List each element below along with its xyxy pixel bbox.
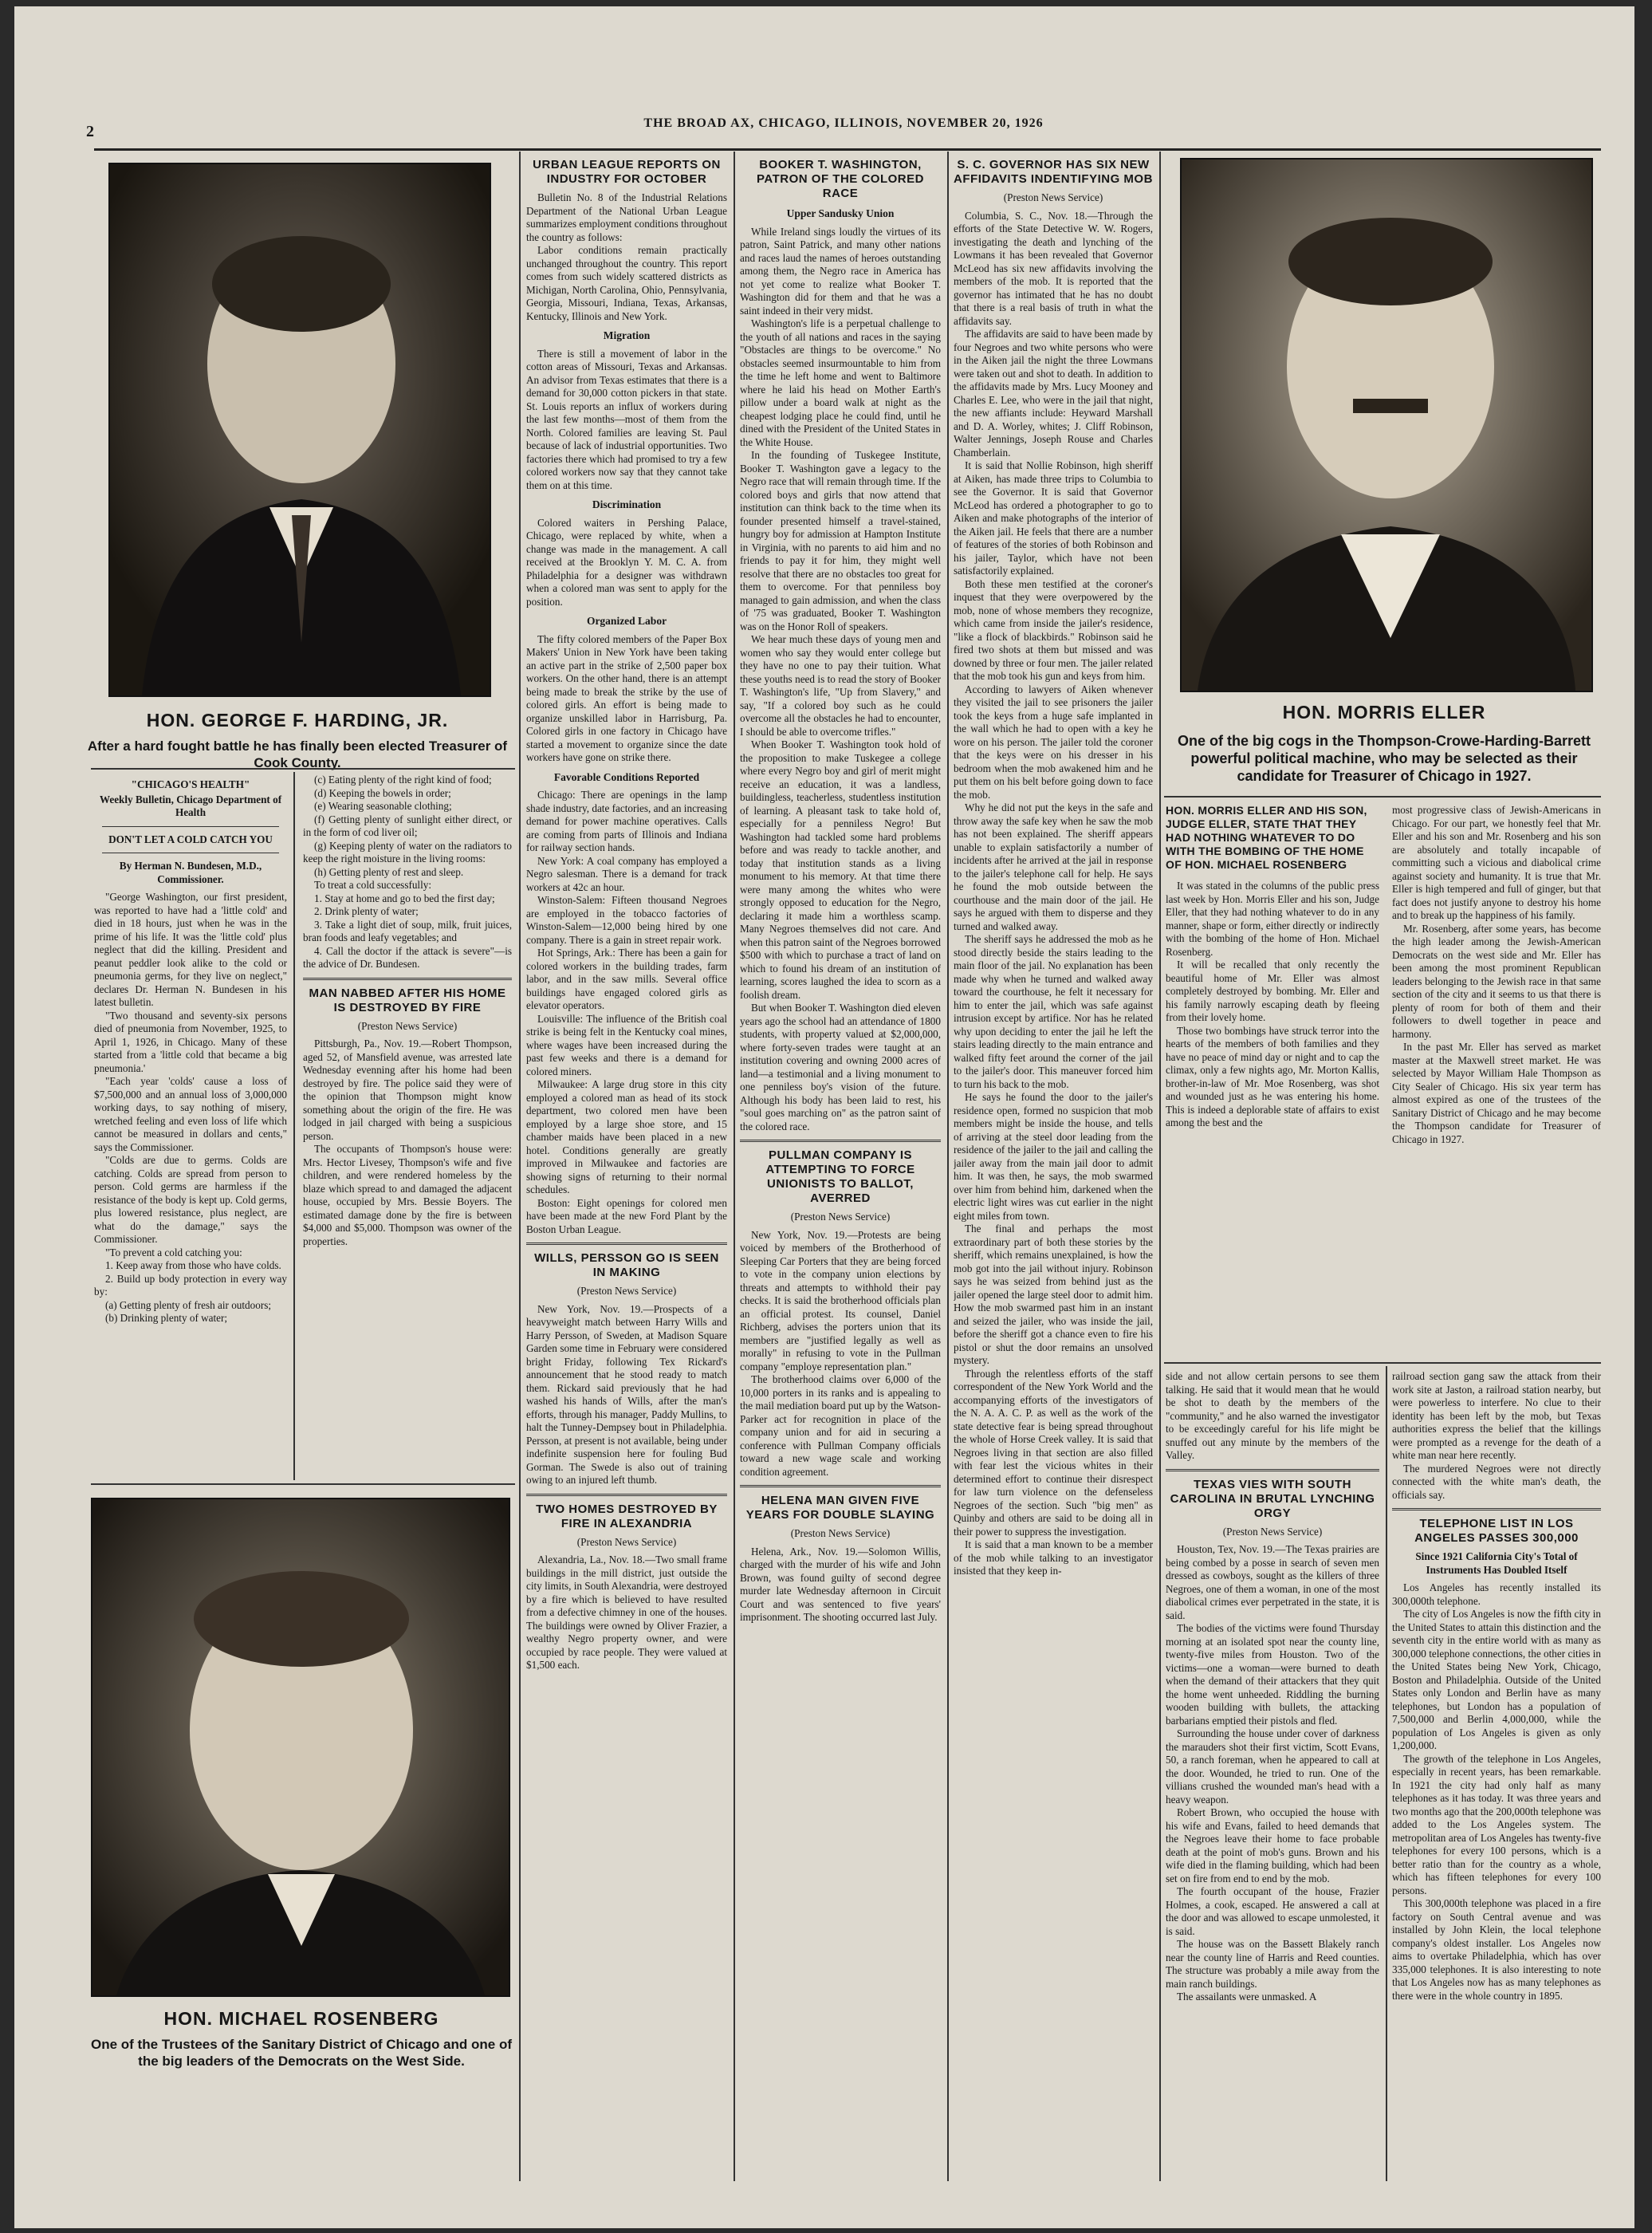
paragraph: Robert Brown, who occupied the house with his wife and Evans, failed to heed demands that the Negroes leave their home to face probable death at the point of mob's guns. Brown and his wife died in the flaming building, which had been set on fire from end to end by the mob.	[1166, 1806, 1379, 1884]
telephone-article	[1392, 1370, 1601, 2184]
list-item: (a) Getting plenty of fresh air outdoors;	[105, 1298, 272, 1311]
paragraph: Those two bombings have struck terror into the hearts of the members of both families and they have no peace of mind day or night and to cap the climax, only a few nights ago, Mr. Morton Kallis, brother-in-law of Mr. Moe Rosenberg, was shot and wounded just as he was entering his home. This is indeed a deplorable state of affairs to exist among the best and the	[1166, 1024, 1379, 1128]
paragraph: railroad section gang saw the attack from their work site at Jaston, a railroad station nearby, but were powerless to interfere. No clue to their identity has been left by the mob, but Texas authorities express the belief that the killings were prompted as a revenge for the death of a white man near here recently.	[1392, 1370, 1601, 1461]
list-item: 2. Build up body protection in every way by:	[94, 1272, 287, 1298]
health-article-right	[303, 774, 512, 1475]
newspaper-page	[14, 6, 1634, 2228]
texas-article	[1166, 1370, 1379, 2184]
pullman-headline: PULLMAN COMPANY IS ATTEMPTING TO FORCE UNIONISTS TO BALLOT, AVERRED	[765, 1148, 915, 1205]
paragraph: The house was on the Bassett Blakely ranch near the county line of Harris and Reed counties. The structure was probably a mile away from the main ranch buildings.	[1166, 1938, 1379, 1990]
news-service: (Preston News Service)	[790, 1211, 891, 1223]
eller-article-right	[1392, 804, 1601, 1362]
masthead-line: THE BROAD AX, CHICAGO, ILLINOIS, NOVEMBER 20, 1926	[643, 116, 1044, 130]
page-number: 2	[86, 123, 94, 140]
list-item: 4. Call the doctor if the attack is severe"—is the advice of Dr. Bundesen.	[303, 944, 512, 970]
paragraph: Mr. Rosenberg, after some years, has become the high leader among the Jewish-American Democrats on the west side and Mr. Eller has been among the most prominent Republican leaders belonging to the Jewish race in that same section of the city and it seems to us that there is plenty of room for both of them and their followers to dwell together in peace and harmony.	[1392, 922, 1601, 1040]
news-service: (Preston News Service)	[1222, 1525, 1323, 1538]
wills-headline: WILLS, PERSSON GO IS SEEN IN MAKING	[534, 1251, 719, 1279]
urban-league-article	[526, 153, 727, 2183]
paragraph: The brotherhood claims over 6,000 of the 10,000 porters in its ranks and is appealing to the mail mediation board put up by the Watson-Parker act for recognition in place of the company union and for aid in securing a conference with Pullman Company officials toward a new wage scale and working condition agreement.	[740, 1373, 941, 1478]
rosenberg-name: HON. MICHAEL ROSENBERG	[163, 2008, 439, 2029]
washington-article	[740, 153, 941, 2183]
paragraph: Washington's life is a perpetual challenge to the youth of all nations and races in the saying "Obstacles are things to be overcome." No obstacles seemed insurmountable to him from the time he left home and went to Baltimore where he laid his head on Mother Earth's pillow under a board walk at night as the cheapest lodging place he could find, until he dined with the President of the United States in the White House.	[740, 317, 941, 448]
paragraph: When Booker T. Washington took hold of the proposition to make Tuskegee a college where every Negro boy and girl of merit might receive an education, it was a landless, buildingless, teacherless, studentless institution of learning. A pleasant task to take hold of, especially for a penniless Negro! But Washington had tackled some hard problems before and was ready to tackle another, and today that institution stands as a living monument to his memory. At that time there were many among the whites who were strongly opposed to education for the Negro, declaring it made him a worthless scamp. Many Negroes themselves did not care. And when this patron saint of the Negroes borrowed $500 with which to purchase a tract of land on which to found his dream of an institution of learning, scores laughed the idea to scorn as a foolish dream.	[740, 738, 941, 1001]
paragraph: We hear much these days of young men and women who say they would enter college but they have no one to pay their tuition. What these youths need is to read the story of Booker T. Washington's life, "Up from Slavery," and say, "If a colored boy such as he could overcome all the obstacles he had to encounter, I should be able to overcome trifles."	[740, 633, 941, 738]
eller-headline: HON. MORRIS ELLER AND HIS SON, JUDGE ELLER, STATE THAT THEY HAD NOTHING WHATEVER TO DO WITH THE BOMBING OF THE HOME OF HON. MICHAEL ROSENBERG	[1166, 804, 1367, 871]
paragraph: side and not allow certain persons to see them talking. He said that it would mean that he would be shot to death by the members of the "community," and he also warned the investigator to be exceedingly careful for his life might be snuffed out any minute by the members of the Valley.	[1166, 1370, 1379, 1461]
paragraph: The assailants were unmasked. A	[1177, 1991, 1317, 2003]
list-item: (g) Keeping plenty of water on the radiators to keep the right moisture in the living rooms:	[303, 839, 512, 864]
subhead: Favorable Conditions Reported	[553, 770, 700, 783]
harding-subcaption: After a hard fought battle he has finally been elected Treasurer of Cook County.	[87, 738, 508, 770]
paragraph: "George Washington, our first president, was reported to have had a 'little cold' and died in 18 hours, just when he was in the prime of his life. It was the 'little cold' plus neglect that did the killing. President and peanut peddler look alike to the cold or pneumonia germs, for they live on neglect," declares Dr. Herman N. Bundesen in his latest bulletin.	[94, 891, 287, 1008]
paragraph: The murdered Negroes were not directly connected with the white man's death, the officials say.	[1392, 1462, 1601, 1501]
paragraph: According to lawyers of Aiken whenever they visited the jail to see prisoners the jailer took the keys from a huge safe implanted in the wall which he had to open with a key he wore on his person. The jailer told the coroner that the keys were on his dresser in his bedroom when the mob awakened him and he put them on his belt before going down to face the mob.	[954, 683, 1153, 801]
list-item: (f) Getting plenty of sunlight either direct, or in the form of cod liver oil;	[303, 813, 512, 838]
eller-article-left	[1166, 804, 1379, 1362]
health-subtitle: Weekly Bulletin, Chicago Department of Health	[99, 793, 282, 818]
paragraph: It is said that a man known to be a member of the mob while talking to an investigator insisted that they keep in-	[954, 1538, 1153, 1577]
paragraph: Columbia, S. C., Nov. 18.—Through the efforts of the State Detective W. W. Rogers, investigating the death and lynching of the Lowmans it has been revealed that Governor McLeod has six new affidavits involving the members of the mob. It is reported that the governor has intimated that he has no doubt that there is a real basis of truth in what the affidavits say.	[954, 209, 1153, 327]
eller-subcaption: One of the big cogs in the Thompson-Crowe-Harding-Barrett powerful political machine, who may be selected as their candidate for Treasurer of Chicago in 1927.	[1177, 733, 1591, 784]
health-byline: By Herman N. Bundesen, M.D., Commissioner.	[119, 860, 262, 885]
paragraph: In the past Mr. Eller has served as market master at the Maxwell street market. He was selected by Mayor William Hale Thompson as City Sealer of Chicago. His six year term has almost expired as one of the trustees of the Sanitary District of Chicago and he may become the Thompson candidate for Treasurer of Chicago in 1927.	[1392, 1041, 1601, 1145]
paragraph: Helena, Ark., Nov. 19.—Solomon Willis, charged with the murder of his wife and John Brown, was found guilty of second degree murder late Wednesday afternoon in Circuit Court and was sentenced to five years' imprisonment. The shooting occurred last July.	[740, 1545, 941, 1623]
telephone-subhead: Since 1921 California City's Total of Instruments Has Doubled Itself	[1415, 1550, 1578, 1576]
paragraph: It was stated in the columns of the public press last week by Hon. Morris Eller and his son, Judge Eller, that they had nothing whatever to do in any manner, shape or form, either directly or indirectly with the bombing of the home of Hon. Michael Rosenberg.	[1166, 880, 1379, 958]
paragraph: "Each year 'colds' cause a loss of $7,500,000 and an annual loss of 3,000,000 working days, to say nothing of misery, wretched feeling and even loss of life which cannot be measured in dollars and cents," says the Commissioner.	[94, 1075, 287, 1153]
paragraph: While Ireland sings loudly the virtues of its patron, Saint Patrick, and many other nations and races laud the names of heroes outstanding among them, the Negro race in America has not yet come to realize what Booker T. Washington did for them and that he was a saint indeed in their very midst.	[740, 225, 941, 317]
paragraph: He says he found the door to the jailer's residence open, formed no suspicion that mob members might be inside the house, and tells of arriving at the steel door leading from the residence of the jailer to the jail and calling the jailer away from the main jail door to admit him. It was then, he says, the mob swarmed over him from behind him, darkened when the electric light wires was cut earlier in the night eight miles from town.	[954, 1091, 1153, 1222]
list-item: (e) Wearing seasonable clothing;	[314, 800, 452, 812]
texas-headline: TEXAS VIES WITH SOUTH CAROLINA IN BRUTAL LYNCHING ORGY	[1170, 1477, 1375, 1520]
masthead-rule	[94, 148, 1601, 151]
eller-subcaption-box	[1169, 726, 1599, 785]
harding-portrait	[108, 163, 491, 697]
paragraph: "Two thousand and seventy-six persons died of pneumonia from November, 1925, to April 1, 1926, in Chicago. Many of these started from a 'little cold that became a big pneumonia.'	[94, 1009, 287, 1074]
helena-headline: HELENA MAN GIVEN FIVE YEARS FOR DOUBLE SLAYING	[745, 1494, 935, 1522]
column-rule	[947, 152, 949, 2181]
paragraph: It is said that Nollie Robinson, high sheriff at Aiken, has made three trips to Columbia to see the Governor. It is said that Governor McLeod has ordered a photographer to go to Aiken and make photographs of the interior of the Aiken jail. He feels that there are a number of features of the stories of both Robinson and his jailer, Taylor, which have not been satisfactorily explained.	[954, 459, 1153, 577]
paragraph: Pittsburgh, Pa., Nov. 19.—Robert Thompson, aged 52, of Mansfield avenue, was arrested late Wednesday evenning after his home had been destroyed by fire. The police said they were of the opinion that Thompson might know something about the origin of the fire. He was lodged in jail charged with being a suspicious person.	[303, 1038, 512, 1142]
list-item: 1. Stay at home and go to bed the first day;	[314, 892, 495, 904]
paragraph: New York, Nov. 19.—Protests are being voiced by members of the Brotherhood of Sleeping Car Porters that they are being forced to vote in the company union elections by threats and attempts to withhold their pay checks. It is said the brotherhood officials plan an official protest. Its counsel, Daniel Richberg, advises the porters union that its members are "justified legally as well as morally" in refusing to vote in the Pullman company "employe representation plan."	[740, 1228, 941, 1372]
paragraph: Chicago: There are openings in the lamp shade industry, date factories, and an increasing demand for power machine operatives. Calls are coming from parts of Illinois and Indiana for railway section hands.	[526, 789, 727, 853]
alexandria-headline: TWO HOMES DESTROYED BY FIRE IN ALEXANDRIA	[536, 1502, 718, 1530]
rosenberg-portrait	[91, 1498, 510, 1997]
list-item: 3. Take a light diet of soup, milk, fruit juices, bran foods and leafy vegetables; and	[303, 918, 512, 943]
column-rule	[1386, 1366, 1387, 2181]
paragraph: The final and perhaps the most extraordinary part of both these stories by the sheriff, which remains unexplained, is how the mob got into the jail without injury. Robinson says he was seized from behind just as the jailer opened the large steel door to admit him. How the mob swarmed past him in an instant and seized the jailer, who was inside the jail, before the sheriff got a chance even to fire his pistol or shut the door remains an unsolved mystery.	[954, 1223, 1153, 1366]
paragraph: Milwaukee: A large drug store in this city employed a colored man as head of its stock department, two colored men have been employed by a large shoe store, and 15 chamber maids have been placed in a new hotel. Conditions generally are greatly improved in Milwaukee and factories are showing signs of returning to their normal schedules.	[526, 1078, 727, 1195]
list-item: 2. Drink plenty of water;	[314, 905, 419, 917]
news-service: (Preston News Service)	[576, 1285, 677, 1297]
rosenberg-caption	[88, 2008, 515, 2070]
column-rule	[734, 152, 735, 2181]
subhead: Discrimination	[592, 498, 662, 510]
paragraph: Winston-Salem: Fifteen thousand Negroes are employed in the tobacco factories of Winston-Salem—12,000 being hired by one company. There is a gain in street repair work.	[526, 894, 727, 946]
paragraph: This 300,000th telephone was placed in a fire factory on South Central avenue and was installed by John Klein, the local telephone company's oldest installer. Los Angeles now aims to overtake Philadelphia, which has over 335,000 telephones. It is also interesting to note that Los Angeles now has as many telephones as there were in the whole country in 1895.	[1392, 1897, 1601, 2002]
list-item: (d) Keeping the bowels in order;	[314, 786, 451, 799]
news-service: (Preston News Service)	[576, 1535, 677, 1548]
washington-source: Upper Sandusky Union	[786, 207, 895, 219]
paragraph: Labor conditions remain practically unchanged throughout the country. This report comes from such widely scattered districts as Michigan, North Carolina, Ohio, Pennsylvania, Georgia, Missouri, Indiana, Texas, Arkansas, Kentucky, Illinois and New York.	[526, 244, 727, 322]
news-service: (Preston News Service)	[357, 1019, 458, 1032]
paragraph: Surrounding the house under cover of darkness the marauders shot their first victim, Scott Evans, 50, a ranch foreman, when he appeared to call at the door. Wounded, he tried to run. One of the villians crushed the wounded man's head with a heavy weapon.	[1166, 1727, 1379, 1806]
eller-name: HON. MORRIS ELLER	[1282, 702, 1486, 723]
harding-name: HON. GEORGE F. HARDING, JR.	[146, 710, 449, 731]
paragraph: The bodies of the victims were found Thursday morning at an isolated spot near the county line, twenty-five miles from Houston. Two of the victims—one a woman—were burned to death when the demand of their attackers that they quit the home went unheeded. Riddling the burning wooden building with bullets, the attacking barbarians emptied their pistols and fled.	[1166, 1622, 1379, 1727]
section-rule	[91, 768, 515, 770]
section-rule	[1164, 796, 1601, 798]
paragraph: Alexandria, La., Nov. 18.—Two small frame buildings in the mill district, just outside the city limits, in South Alexandria, were destroyed by a fire which is believed to have resulted from a defective chimney in one of the houses. The buildings were owned by Oliver Frazier, a wealthy Negro property owner, and were occupied by race people. They were valued at $1,500 each.	[526, 1554, 727, 1671]
paragraph: Boston: Eight openings for colored men have been made at the new Ford Plant by the Boston Urban League.	[526, 1196, 727, 1235]
list-item: To treat a cold successfully:	[314, 879, 432, 891]
column-rule	[1159, 152, 1161, 2181]
urban-headline: URBAN LEAGUE REPORTS ON INDUSTRY FOR OCTOBER	[533, 158, 721, 186]
telephone-headline: TELEPHONE LIST IN LOS ANGELES PASSES 300,000	[1414, 1517, 1579, 1545]
paragraph: Houston, Tex, Nov. 19.—The Texas prairies are being combed by a posse in search of seven men dressed as cowboys, sought as the killers of three Negroes, one of them a woman, in one of the most diabolical crimes ever perpetrated in the state, it is said.	[1166, 1543, 1379, 1621]
paragraph: "Colds are due to germs. Colds are catching. Colds are spread from person to person. Cold germs are harmless if the resistance of the body is kept up. Cold germs, plus lowered resistance, plus neglect, are what do the damage," says the Commissioner.	[94, 1154, 287, 1245]
health-title: "CHICAGO'S HEALTH"	[131, 778, 250, 790]
paragraph: The fifty colored members of the Paper Box Makers' Union in New York have been taking an active part in the strike of 2,500 paper box workers. On the other hand, there is an attempt being made to break the strike by the use of colored girls. An effort is being made to organize unskilled labor in Harrisburg, Pa. Colored girls in one factory in Chicago have started a movement to organize since the date workers have gone on strike there.	[526, 632, 727, 763]
news-service: (Preston News Service)	[1003, 191, 1103, 203]
paragraph: The growth of the telephone in Los Angeles, especially in recent years, has been remarkable. In 1921 the city had only half as many telephones as it has today. It was three years and two months ago that the 200,000th telephone was added to the Los Angeles system. The metropolitan area of Los Angeles has twenty-five telephones for every 100 persons, which is a better ratio than for the country as a whole, which has fifteen telephones for every 100 persons.	[1392, 1752, 1601, 1896]
list-item: (c) Eating plenty of the right kind of food;	[314, 774, 492, 786]
rosenberg-subcaption: One of the Trustees of the Sanitary District of Chicago and one of the big leaders of the Democrats on the West Side.	[90, 2037, 512, 2069]
paragraph: Both these men testified at the coroner's inquest that they were overpowered by the mob, none of whose members they recognize, which came from inside the jailer's residence, "like a flock of blackbirds." Robinson said he fired two shots at them but missed and was downed by three or four men. The jailer related that the mob took his gun and keys from him.	[954, 577, 1153, 682]
washington-headline: BOOKER T. WASHINGTON, PATRON OF THE COLORED RACE	[757, 158, 924, 200]
eller-caption	[1169, 702, 1599, 723]
paragraph: But when Booker T. Washington died eleven years ago the school had an attendance of 1800 students, with property valued at $2,000,000, where forty-seven trades were taught at an institution covering and owning 2000 acres of land—a testimonial and a living monument to one penniless boy's vision of the future. Although his body has been laid to rest, his "soul goes marching on" as the patron saint of the colored race.	[740, 1002, 941, 1132]
column-rule	[293, 772, 295, 1480]
paragraph: Los Angeles has recently installed its 300,000th telephone.	[1392, 1581, 1601, 1607]
health-article-left	[94, 774, 287, 1475]
section-rule	[91, 1483, 515, 1485]
paragraph: "To prevent a cold catching you:	[105, 1246, 242, 1258]
subhead: Migration	[603, 329, 651, 341]
list-item: (h) Getting plenty of rest and sleep.	[314, 865, 464, 878]
list-item: 1. Keep away from those who have colds.	[105, 1259, 281, 1271]
sc-headline: S. C. GOVERNOR HAS SIX NEW AFFIDAVITS INDENTIFYING MOB	[954, 158, 1153, 186]
eller-portrait	[1180, 158, 1593, 692]
paragraph: There is still a movement of labor in the cotton areas of Missouri, Texas and Arkansas. An advisor from Texas estimates that there is a demand for 30,000 cotton pickers in that state. St. Louis reports an influx of workers during the last few months—most of them from the North. Colored families are leaving St. Paul because of lack of industrial opportunities. Two factories there which had promised to try a few colored workers now say that they cannot take them on at this time.	[526, 347, 727, 491]
paragraph: Through the relentless efforts of the staff correspondent of the New York World and the accompanying efforts of the investigators of the N. A. A. C. P. as well as the work of the state detective fear is being spread throughout the whole of Horse Creek valley. It is said that Negroes living in that section are also filled with fear lest the vicious whites in their determined effort to continue their disrespect for law turn violence on the defenseless Negroes of the section. Such "big men" as Quinby and others are said to be doing all in their power to suppress the investigation.	[954, 1367, 1153, 1538]
column-rule	[519, 152, 521, 2181]
list-item: (b) Drinking plenty of water;	[105, 1312, 228, 1324]
fire-headline: MAN NABBED AFTER HIS HOME IS DESTROYED BY FIRE	[309, 986, 506, 1014]
paragraph: Colored waiters in Pershing Palace, Chicago, were replaced by white, when a change was made in the management. A call received at the Brooklyn Y. M. C. A. from Philadelphia for a designer was withdrawn when a colored man was sent to apply for the position.	[526, 516, 727, 608]
paragraph: Why he did not put the keys in the safe and throw away the safe key when he saw the mob has not been explained. The sheriff appears unable to explain satisfactorily a number of incidents after he arrived at the jail in response to the jailer's telephone call for help. He says he found the mob outside between the courthouse and the main door of the jail. He says he argued with them to disperse and they turned and walked away.	[954, 801, 1153, 932]
paragraph: New York, Nov. 19.—Prospects of a heavyweight match between Harry Wills and Harry Persson, of Sweden, at Madison Square Garden some time in February were considered bright Friday, following Tex Rickard's announcement that he stood ready to match them. Rickard said previously that he had washed his hands of Wills, after the man's efforts, through his manager, Paddy Mullins, to halt the Tunney-Dempsey bout in Philadelphia. Persson, at present is not available, being under indefinite suspension here for fouling Bud Gorman. The Swede is also out of training owing to an injured left thumb.	[526, 1302, 727, 1486]
paragraph: The occupants of Thompson's house were: Mrs. Hector Livesey, Thompson's wife and five children, and were rendered homeless by the blaze which spread to and damaged the adjacent house, occupied by Mrs. Bessie Boyers. The estimated damage done by the fire is between $4,000 and $5,000. Thompson was owner of the properties.	[303, 1143, 512, 1247]
paragraph: Hot Springs, Ark.: There has been a gain for colored workers in the building trades, farm labor, and in the saw mills. Several office buildings have engaged colored girls as elevator operators.	[526, 947, 727, 1011]
paragraph: Bulletin No. 8 of the Industrial Relations Department of the National Urban League summarizes employment conditions throughout the country as follows:	[526, 191, 727, 243]
paragraph: most progressive class of Jewish-Americans in Chicago. For our part, we honestly feel that Mr. Eller and his son and Mr. Rosenberg and his son are absolutely and totally incapable of committing such a vicious and diabolical crime against society and humanity. It is true that Mr. Eller is high tempered and full of ginger, but that fact does not justify anyone to destroy his home and to break up the happiness of his family.	[1392, 804, 1601, 921]
sc-governor-article	[954, 153, 1153, 2183]
paragraph: New York: A coal company has employed a Negro salesman. There is a demand for track workers at 42c an hour.	[526, 854, 727, 893]
paragraph: The city of Los Angeles is now the fifth city in the United States to attain this distinction and the seventh city in the entire world with as many as 300,000 telephone connections, the other cities in the United States being New York, Chicago, Boston and Philadelphia. Outside of the United States only London and Berlin have as many telephones, but London has a population of 7,500,000 and Berlin 4,000,000, while the population of Los Angeles is given as only 1,200,000.	[1392, 1608, 1601, 1751]
section-rule	[1164, 1362, 1601, 1364]
paragraph: In the founding of Tuskegee Institute, Booker T. Washington gave a legacy to the Negro race that will remain through time. If the colored boys and girls that now attend that institution can think back to the time when its founder presented himself a travel-stained, hungry boy for admission at Hampton Institute in Virginia, with no parents to aid him and no friends to pay it for him, they might well resolve that there are no obstacles too great for them to overcome. For that penniless boy managed to gain admission, and when the class of '75 was graduated, Booker T. Washington was on the Honor Roll of speakers.	[740, 449, 941, 632]
paragraph: The sheriff says he addressed the mob as he stood directly beside the stairs leading to the main floor of the jail. No explanation has been made why when he turned and walked away toward the courthouse, he felt it necessary for him to enter the jail, which was safe against intrusion except by artifice. Nor has he related why upon deciding to enter the jail he left the stairs leading directly to the main entrance and walked fifty feet around the corner of the jail to the jailer's door. This maneuver forced him to turn his back to the mob.	[954, 933, 1153, 1090]
health-headline: DON'T LET A COLD CATCH YOU	[108, 833, 273, 845]
paragraph: The fourth occupant of the house, Frazier Holmes, a cook, escaped. He answered a call at the door and was allowed to escape unmolested, it is said.	[1166, 1885, 1379, 1937]
paragraph: The affidavits are said to have been made by four Negroes and two white persons who were in the Aiken jail the night the three Lowmans were taken out and shot to death. In addition to the affidavits made by Mrs. Lucy Mooney and Charles E. Lee, who were in the jail that night, the new affiants include: Heyward Marshall and D. A. Worley, whites; J. Cliff Robinson, Walter Jennings, Joseph Rouse and Charles Chamberlain.	[954, 328, 1153, 459]
news-service: (Preston News Service)	[790, 1527, 891, 1539]
paragraph: It will be recalled that only recently the beautiful home of Mr. Eller was almost completely destroyed by bombing. Mr. Eller and his family narrowly escaping death by fleeing from their lovely home.	[1166, 959, 1379, 1023]
subhead: Organized Labor	[586, 615, 667, 627]
harding-caption	[86, 710, 509, 771]
paragraph: Louisville: The influence of the British coal strike is being felt in the Kentucky coal mines, where wages have been increased during the past few weeks and there is a demand for colored miners.	[526, 1012, 727, 1077]
